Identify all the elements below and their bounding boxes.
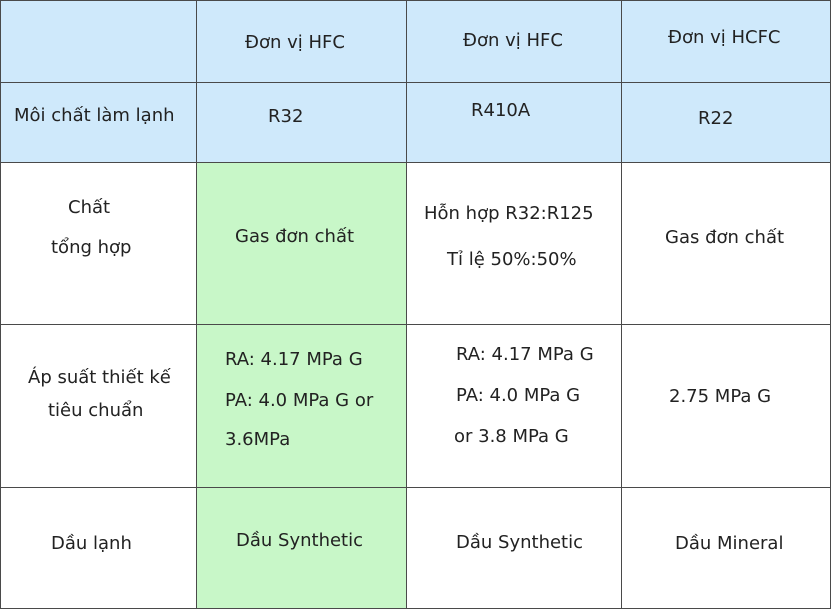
row-compound-r410a-line1: Hỗn hợp R32:R125 [424,203,594,224]
row-pressure-r32-line3: 3.6MPa [225,429,291,450]
row-oil-r410a: Dầu Synthetic [456,532,584,553]
row-pressure-r32-line1: RA: 4.17 MPa G [225,349,363,370]
header-col-r410a [407,0,622,83]
row-pressure-label-line1: Áp suất thiết kế [28,367,171,388]
row-oil-r32: Dầu Synthetic [236,530,364,551]
row-pressure-r22-cell [622,325,831,488]
header-col-r32 [197,0,407,83]
row-oil-label: Dầu lạnh [51,533,132,554]
row-compound-r410a-line2: Tỉ lệ 50%:50% [447,249,577,270]
row-pressure-r410a-line2: PA: 4.0 MPa G [456,385,581,406]
header-col-r22 [622,0,831,83]
row-compound-r22-cell [622,163,831,325]
row-pressure-r32-line2: PA: 4.0 MPa G or [225,390,374,411]
row-oil-r410a-cell [407,488,622,609]
row-pressure-r410a-line1: RA: 4.17 MPa G [456,344,594,365]
row-refrigerant-r22-cell [622,83,831,163]
row-compound-label-line1: Chất [68,197,111,218]
header-empty-cell [0,0,197,83]
row-compound-r32: Gas đơn chất [235,226,355,247]
row-oil-r22: Dầu Mineral [675,533,784,554]
row-pressure-label-cell [0,325,197,488]
header-col-r410a-label: Đơn vị HFC [463,30,563,51]
row-refrigerant-r32: R32 [268,106,304,127]
row-pressure-r22: 2.75 MPa G [669,386,772,407]
row-compound-label-line2: tổng hợp [51,237,132,258]
row-pressure-r32-cell [197,325,407,488]
row-compound-r32-cell [197,163,407,325]
row-pressure-r410a-line3: or 3.8 MPa G [454,426,569,447]
row-compound-r22: Gas đơn chất [665,227,785,248]
row-refrigerant-label: Môi chất làm lạnh [14,105,175,126]
row-refrigerant-r32-cell [197,83,407,163]
row-oil-r22-cell [622,488,831,609]
row-compound-label-cell [0,163,197,325]
row-refrigerant-label-cell [0,83,197,163]
row-compound-r410a-cell [407,163,622,325]
header-col-r22-label: Đơn vị HCFC [668,27,781,48]
row-pressure-r410a-cell [407,325,622,488]
row-pressure-label-line2: tiêu chuẩn [48,400,144,421]
row-oil-label-cell [0,488,197,609]
row-oil-r32-cell [197,488,407,609]
row-refrigerant-r410a: R410A [471,100,531,121]
row-refrigerant-r22: R22 [698,108,734,129]
row-refrigerant-r410a-cell [407,83,622,163]
header-col-r32-label: Đơn vị HFC [245,32,345,53]
